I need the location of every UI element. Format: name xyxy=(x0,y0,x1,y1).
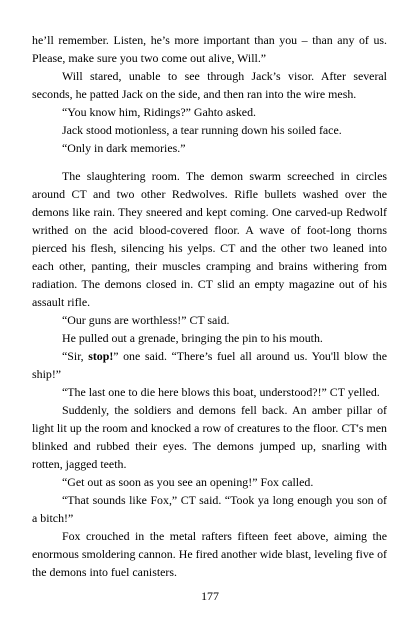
paragraph: “Only in dark memories.” xyxy=(62,141,186,155)
paragraph: “That sounds like Fox,” CT said. “Took ya long enough you son of a bitch!” xyxy=(32,493,387,525)
page-body xyxy=(32,31,387,581)
paragraph: “Get out as soon as you see an opening!” Fox called. xyxy=(62,475,314,489)
sir-line-bold: stop! xyxy=(88,349,114,363)
paragraph-sir-stop xyxy=(32,347,387,383)
paragraph: “The last one to die here blows this boat, understood?!” CT yelled. xyxy=(62,385,380,399)
paragraph: he’ll remember. Listen, he’s more important than you – than any of us. Please, make sure you two come out alive, Will.” xyxy=(32,33,387,65)
paragraph: Suddenly, the soldiers and demons fell back. An amber pillar of light lit up the room and knocked a row of creatures to the floor. CT's men blinked and rubbed their eyes. The demons jumped up, snarling with rotten, jagged teeth. xyxy=(32,403,387,471)
paragraph: Will stared, unable to see through Jack’s visor. After several seconds, he patted Jack on the side, and then ran into the wire mesh. xyxy=(32,69,387,101)
paragraph: Jack stood motionless, a tear running down his soiled face. xyxy=(62,123,342,137)
paragraph: He pulled out a grenade, bringing the pin to his mouth. xyxy=(62,331,323,345)
paragraph: The slaughtering room. The demon swarm screeched in circles around CT and two other Redwolves. Rifle bullets washed over the demons like rain. They sneered and kept coming. One carved-up Redwolf writhed on the acid blood-covered floor. A wave of foot-long thorns pierced his flesh, silencing his yelps. CT and the other two leaned into each other, panting, their muscles cramping and brains withering from radiation. The demons closed in. CT slid an empty magazine out of his assault rifle. xyxy=(32,169,387,309)
paragraph: Fox crouched in the metal rafters fifteen feet above, aiming the enormous smoldering cannon. He fired another wide blast, leveling five of the demons into fuel canisters. xyxy=(32,529,387,579)
sir-line-after: ” one said. “There’s fuel all around us. You'll blow the ship!” xyxy=(32,349,387,381)
page-number: 177 xyxy=(201,589,219,603)
paragraph: “You know him, Ridings?” Gahto asked. xyxy=(62,105,256,119)
paragraph: “Our guns are worthless!” CT said. xyxy=(62,313,230,327)
sir-line-before: “Sir, xyxy=(62,349,89,363)
